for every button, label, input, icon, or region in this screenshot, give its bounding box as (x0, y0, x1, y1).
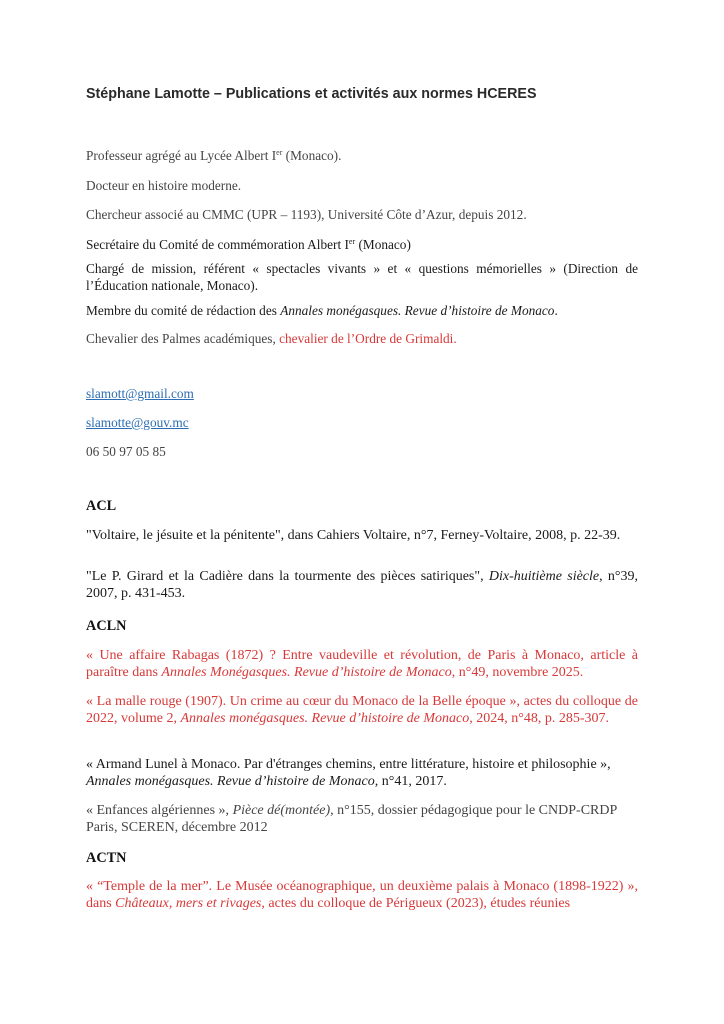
document-title: Stéphane Lamotte – Publications et activités aux normes HCERES (86, 86, 537, 102)
bio-chercheur: Chercheur associé au CMMC (UPR – 1193), Université Côte d’Azur, depuis 2012. (86, 207, 527, 222)
contact-email-2 (86, 414, 638, 431)
bio-secretaire-text-end: (Monaco) (355, 237, 411, 252)
bio-charge-de-mission: Chargé de mission, référent « spectacles vivants » et « questions mémorielles » (Direction de l’Éducation nationale, Monaco). (86, 261, 638, 293)
actn-item-1-text-end: , actes du colloque de Périgueux (2023), études réunies (261, 896, 571, 911)
journal-title: Annales monégasques. Revue d’histoire de Monaco (86, 774, 375, 789)
acln-item-4-text: « Enfances algériennes », (86, 803, 233, 818)
section-heading-actn: ACTN (86, 850, 127, 866)
email-link-gmail[interactable]: slamott@gmail.com (86, 386, 194, 401)
acln-item-1-text-end: , n°49, novembre 2025. (451, 665, 584, 680)
acln-item-3-text-end: , n°41, 2017. (374, 774, 447, 789)
bio-membre-text: Membre du comité de rédaction des (86, 303, 281, 318)
bio-membre (86, 302, 638, 319)
contact-phone: 06 50 97 05 85 (86, 444, 166, 459)
acln-item-1-text: « Une affaire Rabagas (1872) ? Entre vaudeville et révolution, de Paris à Monaco, article à paraître dans (86, 648, 638, 680)
email-link-gouv[interactable]: slamotte@gouv.mc (86, 415, 189, 430)
acln-item-4-text-end: , n°155, dossier pédagogique pour le CNDP-CRDP Paris, SCEREN, décembre 2012 (86, 803, 617, 835)
acln-item-4 (86, 802, 638, 836)
acl-item-2-text: "Le P. Girard et la Cadière dans la tourmente des pièces satiriques", (86, 569, 489, 584)
bio-professeur-text: Professeur agrégé au Lycée Albert I (86, 148, 277, 163)
bio-professeur-text-end: (Monaco). (282, 148, 342, 163)
bio-professeur (86, 147, 638, 164)
book-title: Châteaux, mers et rivages (115, 896, 262, 911)
journal-title: Dix-huitième siècle (488, 569, 600, 584)
bio-chevalier-text: Chevalier des Palmes académiques, (86, 331, 280, 346)
superscript: er (348, 237, 356, 246)
bio-docteur: Docteur en histoire moderne. (86, 178, 242, 193)
journal-title: Annales monégasques. Revue d’histoire de Monaco (280, 303, 555, 318)
actn-item-1 (86, 878, 638, 912)
bio-secretaire-text: Secrétaire du Comité de commémoration Albert I (86, 237, 349, 252)
acln-item-2 (86, 693, 638, 727)
acln-item-2-text-end: , 2024, n°48, p. 285-307. (469, 711, 610, 726)
superscript: er (276, 148, 283, 157)
journal-title: Annales monégasques. Revue d’histoire de Monaco (180, 711, 470, 726)
acl-item-1: "Voltaire, le jésuite et la pénitente", dans Cahiers Voltaire, n°7, Ferney-Voltaire, 2008, p. 22-39. (86, 528, 621, 543)
acln-item-3-text: « Armand Lunel à Monaco. Par d'étranges chemins, entre littérature, histoire et philosophie », (86, 757, 611, 772)
acln-item-3 (86, 756, 638, 790)
journal-title: Pièce dé(montée) (232, 803, 331, 818)
contact-email-1 (86, 385, 638, 402)
acl-item-2 (86, 568, 638, 602)
bio-secretaire (86, 236, 638, 253)
bio-chevalier-highlight: chevalier de l’Ordre de Grimaldi. (279, 331, 457, 346)
bio-chevalier (86, 330, 638, 347)
section-heading-acl: ACL (86, 498, 117, 514)
actn-item-1-text: « “Temple de la mer”. Le Musée océanographique, un deuxième palais à Monaco (1898-1922) », dans (86, 879, 638, 911)
section-heading-acln: ACLN (86, 618, 127, 634)
acln-item-1 (86, 647, 638, 681)
acln-item-2-text: « La malle rouge (1907). Un crime au cœur du Monaco de la Belle époque », actes du colloque de 2022, volume 2, (86, 694, 638, 726)
journal-title: Annales Monégasques. Revue d’histoire de Monaco (161, 665, 452, 680)
bio-membre-text-end: . (554, 303, 558, 318)
acl-item-2-text-end: , n°39, 2007, p. 431-453. (86, 569, 639, 601)
